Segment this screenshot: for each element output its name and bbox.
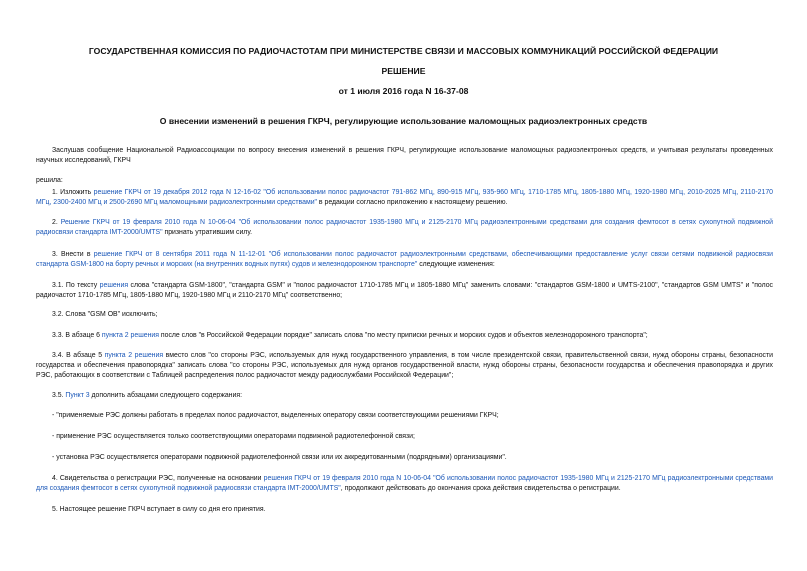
clause-3-3	[36, 331, 773, 341]
clause-3-4-tail: вместо слов "со стороны РЭС, используемых для нужд государственного управления, в том числе президентской связи, правительственной связи, нужд обороны страны, безопасности государства и обеспечения правопорядка" записать слова "со стороны РЭС, используемых для нужд органов государственной власти, нужд обороны страны, безопасности государства и обеспечения правопорядка и других РЭС, работающих в соответствии с Таблицей распределения полос радиочастот между радиослужбами Российской Федерации";	[36, 352, 773, 379]
quoted-item-2: - применение РЭС осуществляется только соответствующими операторами подвижной радиотелефонной связи;	[52, 433, 415, 440]
clause-2-link[interactable]: Решение ГКРЧ от 19 февраля 2010 года N 10-06-04 "Об использовании полос радиочастот 1935-1980 МГц и 2125-2170 МГц радиоэлектронными средствами для создания фемтосот в сетях сухопутной подвижной радиосвязи стандарта IMT-2000/UMTS"	[36, 219, 773, 236]
clause-3-4	[36, 351, 773, 381]
clause-3-1-text: 3.1. По тексту	[52, 282, 100, 289]
clause-1-link[interactable]: решение ГКРЧ от 19 декабря 2012 года N 12-16-02 "Об использовании полос радиочастот 791-862 МГц, 890-915 МГц, 935-960 МГц, 1710-1785 МГц, 1805-1880 МГц, 1920-1980 МГц, 2010-2025 МГц, 2110-2170 МГц, 2300-2400 МГц и 2500-2690 МГц маломощными радиоэлектронными средствами"	[36, 189, 773, 206]
resolved-label: решила:	[36, 177, 63, 184]
clause-3-1-tail: слова "стандарта GSM-1800", "стандарта GSM" и "полос радиочастот 1710-1785 МГц и 1805-1880 МГц" заменить словами: "стандартов GSM-1800 и UMTS-2100", "стандартов GSM UMTS" и "полос радиочастот 1710-1785 МГц, 1805-1880 МГц, 1920-1980 МГц и 2110-2170 МГц" соответственно;	[36, 282, 773, 299]
clause-4-tail: , продолжают действовать до окончания срока действия свидетельства о регистрации.	[340, 485, 621, 492]
clause-4-text: 4. Свидетельства о регистрации РЭС, полученные на основании	[52, 475, 264, 482]
clause-3-link[interactable]: решение ГКРЧ от 8 сентября 2011 года N 11-12-01 "Об использовании полос радиочастот радиоэлектронными средствами, обеспечивающими предоставление услуг связи сетями подвижной радиосвязи стандарта GSM-1800 на борту речных и морских (на внутренних водных путях) судов и железнодорожном транспорте"	[36, 251, 773, 268]
document-title: О внесении изменений в решения ГКРЧ, регулирующие использование маломощных радиоэлектронных средств	[159, 116, 648, 126]
clause-3-tail: следующие изменения:	[417, 261, 495, 268]
clause-1-tail: в редакции согласно приложению к настоящему решению.	[317, 199, 508, 206]
clause-3-4-link[interactable]: пункта 2 решения	[104, 352, 164, 359]
clause-3-4-text: 3.4. В абзаце 5	[52, 352, 105, 359]
intro-paragraph: Заслушав сообщение Национальной Радиоассоциации по вопросу внесения изменений в решения ГКРЧ, регулирующие использование маломощных радиоэлектронных средств, и учитывая результаты проведенных научных исследований, ГКРЧ	[36, 147, 773, 164]
clause-1-text: 1. Изложить	[52, 189, 94, 196]
clause-3-5-text: 3.5.	[52, 392, 66, 399]
clause-3-3-link[interactable]: пункта 2 решения	[101, 332, 159, 339]
quoted-item-3: - установка РЭС осуществляется операторами подвижной радиотелефонной связи или их аккредитованными (подрядными) организациями".	[52, 454, 507, 461]
clause-3-2: 3.2. Слова "GSM OB" исключить;	[52, 311, 158, 318]
clause-4	[36, 474, 773, 494]
clause-3-3-tail: после слов "в Российской Федерации порядке" записать слова "по месту приписки речных и морских судов и объектов железнодорожного транспорта";	[158, 332, 648, 339]
clause-3-text: 3. Внести в	[52, 251, 94, 258]
issuing-organization: ГОСУДАРСТВЕННАЯ КОМИССИЯ ПО РАДИОЧАСТОТАМ ПРИ МИНИСТЕРСТВЕ СВЯЗИ И МАССОВЫХ КОММУНИКАЦИЙ РОССИЙСКОЙ ФЕДЕРАЦИИ	[88, 46, 719, 56]
clause-3-5-tail: дополнить абзацами следующего содержания:	[89, 392, 242, 399]
clause-4-link[interactable]: решения ГКРЧ от 19 февраля 2010 года N 10-06-04 "Об использовании полос радиочастот 1935-1980 МГц и 2125-2170 МГц радиоэлектронными средствами для создания фемтосот в сетях сухопутной подвижной радиосвязи стандарта IMT-2000/UMTS"	[36, 475, 773, 492]
clause-5: 5. Настоящее решение ГКРЧ вступает в силу со дня его принятия.	[52, 506, 266, 513]
clause-1	[36, 188, 773, 208]
clause-3-3-text: 3.3. В абзаце 6	[52, 332, 102, 339]
document-date-number: от 1 июля 2016 года N 16-37-08	[338, 86, 469, 96]
clause-3-5-link[interactable]: Пункт 3	[65, 392, 90, 399]
clause-2	[36, 218, 773, 238]
clause-2-tail: признать утратившим силу.	[162, 229, 252, 236]
clause-2-text: 2.	[52, 219, 61, 226]
clause-3-1-link[interactable]: решения	[99, 282, 129, 289]
clause-3	[36, 250, 773, 270]
document-type: РЕШЕНИЕ	[381, 66, 426, 76]
clause-3-5	[36, 391, 773, 401]
clause-3-1	[36, 281, 773, 301]
quoted-item-1: - "применяемые РЭС должны работать в пределах полос радиочастот, выделенных оператору связи соответствующими решениями ГКРЧ;	[52, 412, 499, 419]
